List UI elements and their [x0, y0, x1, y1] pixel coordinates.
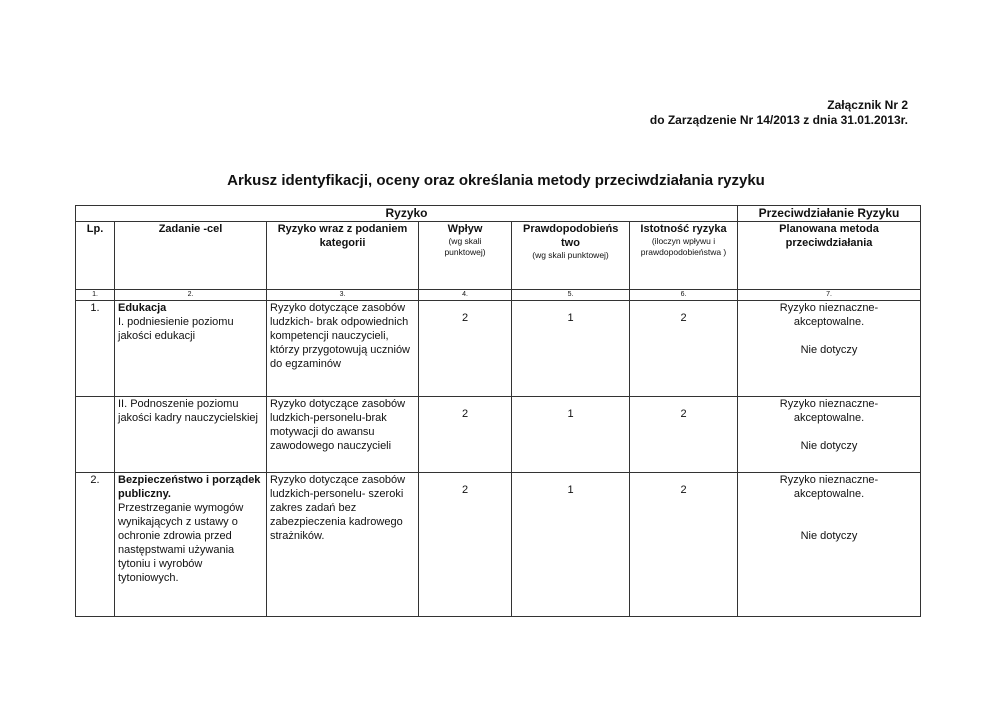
row-prawdopodobienstwo: 1 — [512, 473, 630, 617]
group-header-przeciwdzialanie: Przeciwdziałanie Ryzyku — [738, 206, 921, 222]
row-metoda-note: Nie dotyczy — [800, 344, 858, 356]
col-number: 4. — [419, 290, 512, 301]
attachment-number: Załącznik Nr 2 — [827, 98, 908, 112]
table-row — [76, 397, 921, 473]
row-metoda-text: Ryzyko nieznaczne-akceptowalne. — [779, 302, 879, 328]
row-zadanie-text: II. Podnoszenie poziomu jakości kadry nauczycielskiej — [118, 398, 258, 424]
row-ryzyko: Ryzyko dotyczące zasobów ludzkich-personelu- szeroki zakres zadań bez zabezpieczenia kadrowego strażników. — [267, 473, 419, 617]
col-number: 3. — [267, 290, 419, 301]
col-header-zadanie: Zadanie -cel — [115, 222, 267, 290]
document-header — [650, 98, 908, 128]
col-header-wplyw-label: Wpływ — [447, 223, 483, 235]
group-header-row — [76, 206, 921, 222]
col-number: 1. — [76, 290, 115, 301]
page-title: Arkusz identyfikacji, oceny oraz określania metody przeciwdziałania ryzyku — [227, 172, 765, 189]
risk-table — [75, 205, 921, 617]
row-zadanie-text: Przestrzeganie wymogów wynikających z ustawy o ochronie zdrowia przed następstwami używania tytoniu i wyrobów tytoniowych. — [118, 502, 244, 584]
col-header-istotnosc-label: Istotność ryzyka — [640, 223, 727, 235]
col-number: 5. — [512, 290, 630, 301]
col-header-prawdopodobienstwo — [512, 222, 630, 290]
row-zadanie-title: Bezpieczeństwo i porządek publiczny. — [118, 474, 261, 500]
col-header-metoda: Planowana metoda przeciwdziałania — [738, 222, 921, 290]
row-zadanie — [115, 301, 267, 397]
row-lp: 1. — [76, 301, 115, 397]
table-row — [76, 473, 921, 617]
col-header-wplyw — [419, 222, 512, 290]
col-number: 2. — [115, 290, 267, 301]
row-metoda — [738, 473, 921, 617]
row-metoda-note: Nie dotyczy — [800, 530, 858, 542]
row-lp: 2. — [76, 473, 115, 617]
row-metoda — [738, 397, 921, 473]
row-istotnosc: 2 — [630, 473, 738, 617]
col-header-istotnosc — [630, 222, 738, 290]
column-header-row — [76, 222, 921, 290]
col-number: 7. — [738, 290, 921, 301]
column-number-row — [76, 290, 921, 301]
row-istotnosc: 2 — [630, 397, 738, 473]
row-lp — [76, 397, 115, 473]
row-istotnosc: 2 — [630, 301, 738, 397]
row-metoda-note: Nie dotyczy — [800, 440, 858, 452]
row-zadanie-title: Edukacja — [118, 302, 167, 314]
col-number: 6. — [630, 290, 738, 301]
row-zadanie — [115, 473, 267, 617]
row-prawdopodobienstwo: 1 — [512, 397, 630, 473]
row-zadanie-text: I. podniesienie poziomu jakości edukacji — [118, 316, 234, 342]
row-metoda-text: Ryzyko nieznaczne-akceptowalne. — [779, 398, 879, 424]
col-header-prawdop-label: Prawdopodobieńs two — [523, 223, 619, 249]
col-header-prawdop-sub: (wg skali punktowej) — [532, 250, 609, 260]
row-wplyw: 2 — [419, 473, 512, 617]
row-wplyw: 2 — [419, 397, 512, 473]
col-header-ryzyko: Ryzyko wraz z podaniem kategorii — [267, 222, 419, 290]
row-ryzyko: Ryzyko dotyczące zasobów ludzkich- brak odpowiednich kompetencji nauczycieli, którzy przygotowują uczniów do egzaminów — [267, 301, 419, 397]
group-header-ryzyko: Ryzyko — [76, 206, 738, 222]
table-row — [76, 301, 921, 397]
row-metoda — [738, 301, 921, 397]
row-prawdopodobienstwo: 1 — [512, 301, 630, 397]
attachment-reference: do Zarządzenie Nr 14/2013 z dnia 31.01.2013r. — [649, 113, 908, 127]
row-zadanie — [115, 397, 267, 473]
col-header-istotnosc-sub: (iloczyn wpływu i prawdopodobieństwa ) — [640, 236, 727, 257]
row-ryzyko: Ryzyko dotyczące zasobów ludzkich-personelu-brak motywacji do awansu zawodowego nauczycieli — [267, 397, 419, 473]
row-metoda-text: Ryzyko nieznaczne-akceptowalne. — [779, 474, 879, 500]
col-header-lp: Lp. — [76, 222, 115, 290]
col-header-wplyw-sub: (wg skali punktowej) — [444, 236, 486, 257]
row-wplyw: 2 — [419, 301, 512, 397]
